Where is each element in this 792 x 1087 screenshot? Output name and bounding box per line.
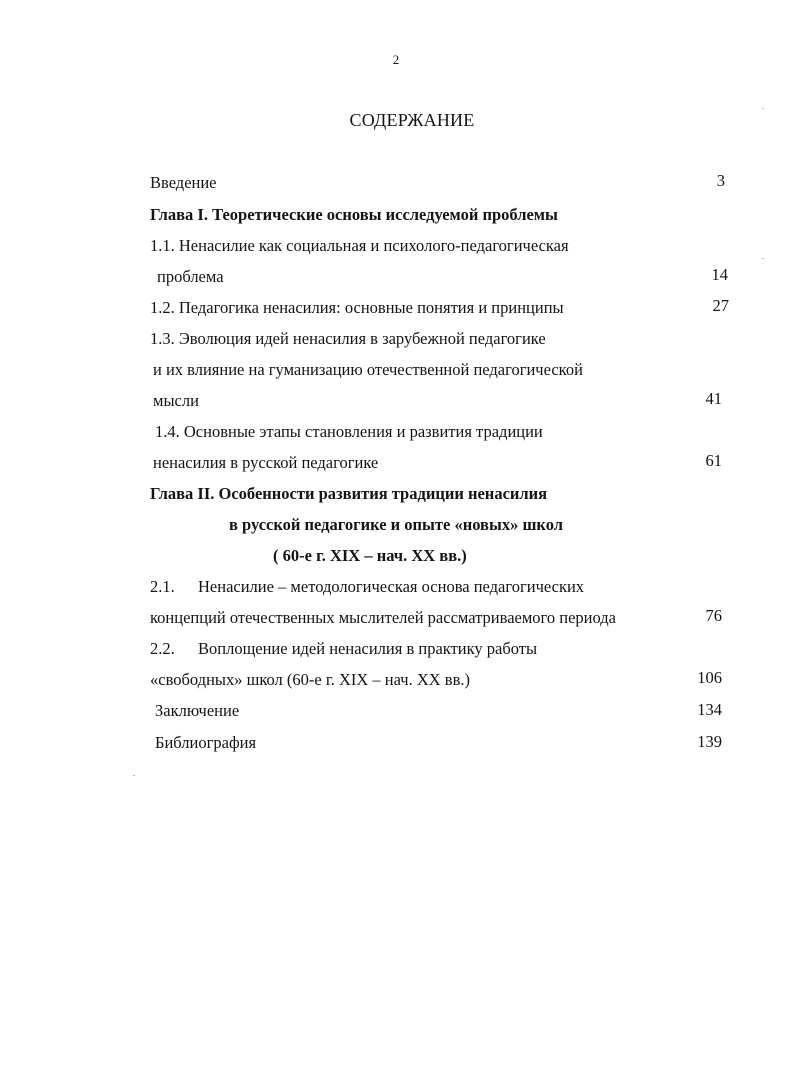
chapter-2-heading-line1: Глава II. Особенности развития традиции ненасилия bbox=[150, 484, 548, 503]
toc-page-conclusion: 134 bbox=[697, 700, 722, 719]
section-1-3-line2: и их влияние на гуманизацию отечественной педагогической bbox=[153, 360, 583, 379]
section-2-2-line2: «свободных» школ (60-е г. XIX – нач. XX вв.) bbox=[150, 670, 471, 689]
toc-page-1-1: 14 bbox=[711, 265, 728, 284]
toc-page-1-4: 61 bbox=[705, 451, 722, 470]
section-2-1-title: Ненасилие – методологическая основа педагогических bbox=[198, 577, 585, 596]
toc-page-2-2: 106 bbox=[697, 668, 722, 687]
toc-entry-bibliography: Библиография bbox=[155, 733, 257, 752]
toc-entry-conclusion: Заключение bbox=[155, 701, 240, 720]
section-1-3-line3: мысли bbox=[153, 391, 199, 410]
toc-page-1-2: 27 bbox=[712, 296, 729, 315]
section-2-2-number: 2.2. bbox=[150, 639, 175, 658]
toc-page-2-1: 76 bbox=[705, 606, 722, 625]
toc-page-1-3: 41 bbox=[705, 389, 722, 408]
section-1-1-line1: 1.1. Ненасилие как социальная и психолого-педагогическая bbox=[150, 236, 569, 255]
section-1-2-line1: 1.2. Педагогика ненасилия: основные понятия и принципы bbox=[150, 298, 564, 317]
toc-entry-intro: Введение bbox=[150, 173, 217, 192]
scan-speck bbox=[762, 258, 764, 259]
toc-page-bibliography: 139 bbox=[697, 732, 722, 751]
toc-title: СОДЕРЖАНИЕ bbox=[349, 110, 475, 130]
chapter-1-heading: Глава I. Теоретические основы исследуемой проблемы bbox=[150, 205, 558, 224]
scan-speck bbox=[762, 108, 764, 109]
section-2-1-number: 2.1. bbox=[150, 577, 175, 596]
toc-page-intro: 3 bbox=[716, 171, 725, 190]
scan-speck bbox=[133, 775, 135, 776]
section-1-4-line1: 1.4. Основные этапы становления и развития традиции bbox=[155, 422, 543, 441]
section-2-1-line1 bbox=[150, 577, 584, 597]
section-1-1-line2: проблема bbox=[157, 267, 224, 286]
chapter-2-heading-line2: в русской педагогике и опыте «новых» школ bbox=[229, 515, 563, 534]
section-1-3-line1: 1.3. Эволюция идей ненасилия в зарубежной педагогике bbox=[150, 329, 546, 348]
section-2-2-line1 bbox=[150, 639, 537, 659]
section-1-4-line2: ненасилия в русской педагогике bbox=[153, 453, 379, 472]
chapter-2-heading-line3: ( 60-е г. XIX – нач. XX вв.) bbox=[273, 546, 467, 565]
section-2-1-line2: концепций отечественных мыслителей рассматриваемого периода bbox=[150, 608, 616, 627]
page-number: 2 bbox=[392, 52, 400, 67]
section-2-2-title: Воплощение идей ненасилия в практику работы bbox=[198, 639, 538, 658]
